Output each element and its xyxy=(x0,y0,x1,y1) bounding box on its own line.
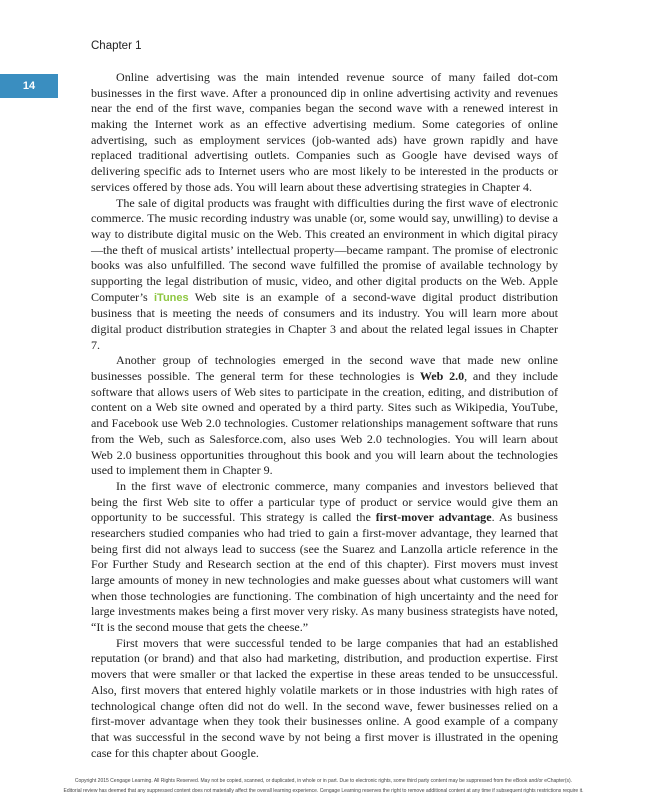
copyright-line-2: Editorial review has deemed that any suppressed content does not materially affect the overall learning experience. Cengage Learning reserves the right to remove additional content at any time if subsequent rights restrictions require it. xyxy=(63,788,584,794)
paragraph-digital-products xyxy=(91,196,558,354)
key-term-first-mover-advantage: first-mover advantage xyxy=(375,510,492,525)
page-number-tab xyxy=(0,74,58,98)
paragraph-text: Web site is an example of a second-wave digital product distribution business that is meeting the needs of consumers and its industry. You will learn more about digital product distribution strategies in Chapter 3 and about the related legal issues in Chapter 7. xyxy=(91,289,558,352)
paragraph-first-mover xyxy=(91,479,558,636)
copyright-line-1: Copyright 2015 Cengage Learning. All Rights Reserved. May not be copied, scanned, or duplicated, in whole or in part. Due to electronic rights, some third party content may be suppressed from the eBook and/or eChapter(s). xyxy=(74,778,573,784)
paragraph-online-advertising: Online advertising was the main intended revenue source of many failed dot-com businesses in the first wave. After a pronounced dip in online advertising activity and revenues near the end of the first wave, companies began the second wave with a renewed interest in making the Internet work as an effective advertising medium. Some categories of online advertising, such as employment services (job-wanted ads) have grown rapidly and have replaced traditional advertising outlets. Companies such as Google have devised ways of delivering specific ads to Internet users who are most likely to be interested in the products or services offered by those ads. You will learn about these advertising strategies in Chapter 4. xyxy=(91,70,558,194)
itunes-link[interactable]: iTunes xyxy=(153,291,189,304)
copyright-footer xyxy=(0,776,647,796)
body-text xyxy=(91,70,558,761)
paragraph-text: . As business researchers studied companies who had tried to gain a first-mover advantage, they learned that being first did not always lead to success (see the Suarez and Lanzolla article reference in the For Further Study and Research section at the end of this chapter). First movers must invest large amounts of money in new technologies and make guesses about what customers will want when those technologies are functioning. The combination of high uncertainty and the need for large investments makes being a first mover very risky. As many business strategists have noted, “It is the second mouse that gets the cheese.” xyxy=(91,510,558,635)
key-term-web-2-0: Web 2.0 xyxy=(419,369,465,384)
paragraph-text: In the first wave of electronic commerce, many companies and investors believed that being the first Web site to offer a particular type of product or service would give them an opportunity to be successful. This strategy is called the xyxy=(91,478,558,525)
chapter-label: Chapter 1 xyxy=(91,40,142,52)
paragraph-successful-first-movers: First movers that were successful tended to be large companies that had an established reputation (or brand) and that also had marketing, distribution, and production expertise. First movers that were smaller or that lacked the expertise in these areas tended to be unsuccessful. Also, first movers that entered highly volatile markets or in those industries with high rates of technological change often did not do well. In the second wave, fewer businesses relied on a first-mover advantage when they took their businesses online. A good example of a company that was successful in the second wave by not being a first mover is illustrated in the opening case for this chapter about Google. xyxy=(91,635,558,760)
paragraph-web-2-0 xyxy=(91,353,558,479)
page-number: 14 xyxy=(22,80,36,92)
paragraph-text: Another group of technologies emerged in the second wave that made new online businesses possible. The general term for these technologies is xyxy=(91,353,558,384)
paragraph-text: , and they include software that allows users of Web sites to participate in the creation, editing, and distribution of content on a Web site owned and operated by a third party. Sites such as Wikipedia, YouTube, and Facebook use Web 2.0 technologies. Customer relationships management software that runs from the Web, such as Salesforce.com, also uses Web 2.0 technologies. You will learn about Web 2.0 business opportunities throughout this book and you will learn about the technologies used to implement them in Chapter 9. xyxy=(91,369,559,478)
paragraph-text: The sale of digital products was fraught with difficulties during the first wave of electronic commerce. The music recording industry was unable (or, some would say, unwilling) to devise a way to distribute digital music on the Web. This created an environment in which digital piracy—the theft of musical artists’ intellectual property—became rampant. The promise of electronic books was also unfulfilled. The second wave fulfilled the promise of available technology by supporting the legal distribution of music, video, and other digital products on the Web. Apple Computer’s xyxy=(91,195,558,304)
